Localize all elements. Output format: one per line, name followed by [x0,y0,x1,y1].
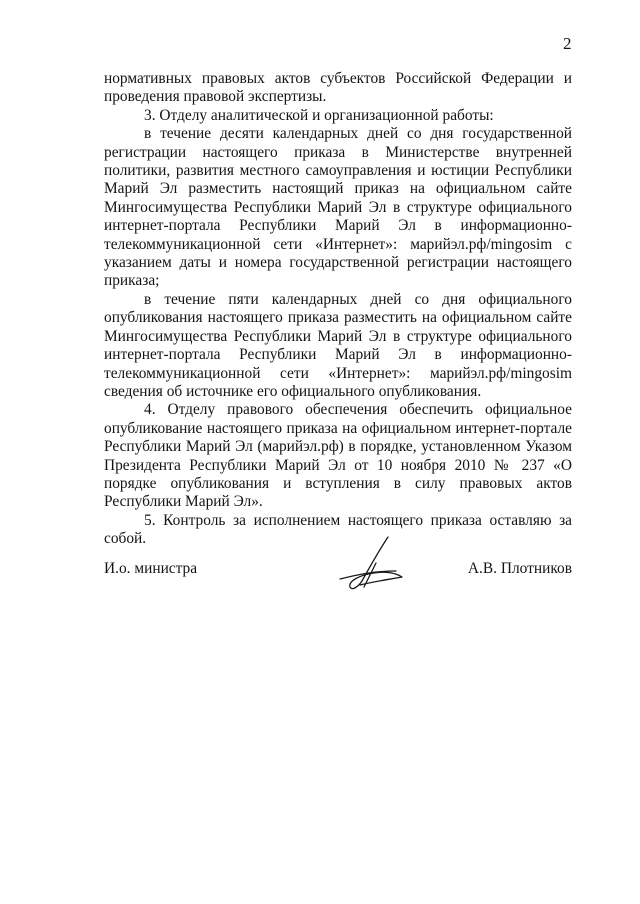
paragraph-item-4: 4. Отделу правового обеспечения обеспечить официальное опубликование настоящего приказа на официальном интернет-портале Республики Марий Эл (марийэл.рф) в порядке, установленном Указом Президента Республики Марий Эл от 10 ноября 2010 № 237 «О порядке опубликования и вступления в силу правовых актов Республики Марий Эл». [104,401,572,511]
paragraph-item-5: 5. Контроль за исполнением настоящего приказа оставляю за собой. [104,511,572,548]
paragraph-item-3-registration: в течение десяти календарных дней со дня государственной регистрации настоящего приказа в Министерстве внутренней политики, развития местного самоуправления и юстиции Республики Марий Эл разместить настоящий приказ на официальном сайте Мингосимущества Республики Марий Эл в структуре официального интернет-портала Республики Марий Эл в информационно-телекоммуникационной сети «Интернет»: марийэл.рф/mingosim с указанием даты и номера государственной регистрации настоящего приказа; [104,125,572,290]
page-number: 2 [563,34,572,53]
signatory-position: И.о. министра [104,560,198,577]
paragraph-intro-continuation: нормативных правовых актов субъектов Российской Федерации и проведения правовой экспертизы. [104,70,572,106]
handwritten-signature [330,535,410,595]
paragraph-item-3-heading: 3. Отделу аналитической и организационной работы: [144,106,494,124]
paragraph-item-3-publication: в течение пяти календарных дней со дня официального опубликования настоящего приказа разместить на официальном сайте Мингосимущества Республики Марий Эл в структуре официального интернет-портала Республики Марий Эл в информационно-телекоммуникационной сети «Интернет»: марийэл.рф/mingosim сведения об источнике его официального опубликования. [104,290,572,400]
body-text [104,70,572,549]
signatory-name: А.В. Плотников [467,560,572,577]
